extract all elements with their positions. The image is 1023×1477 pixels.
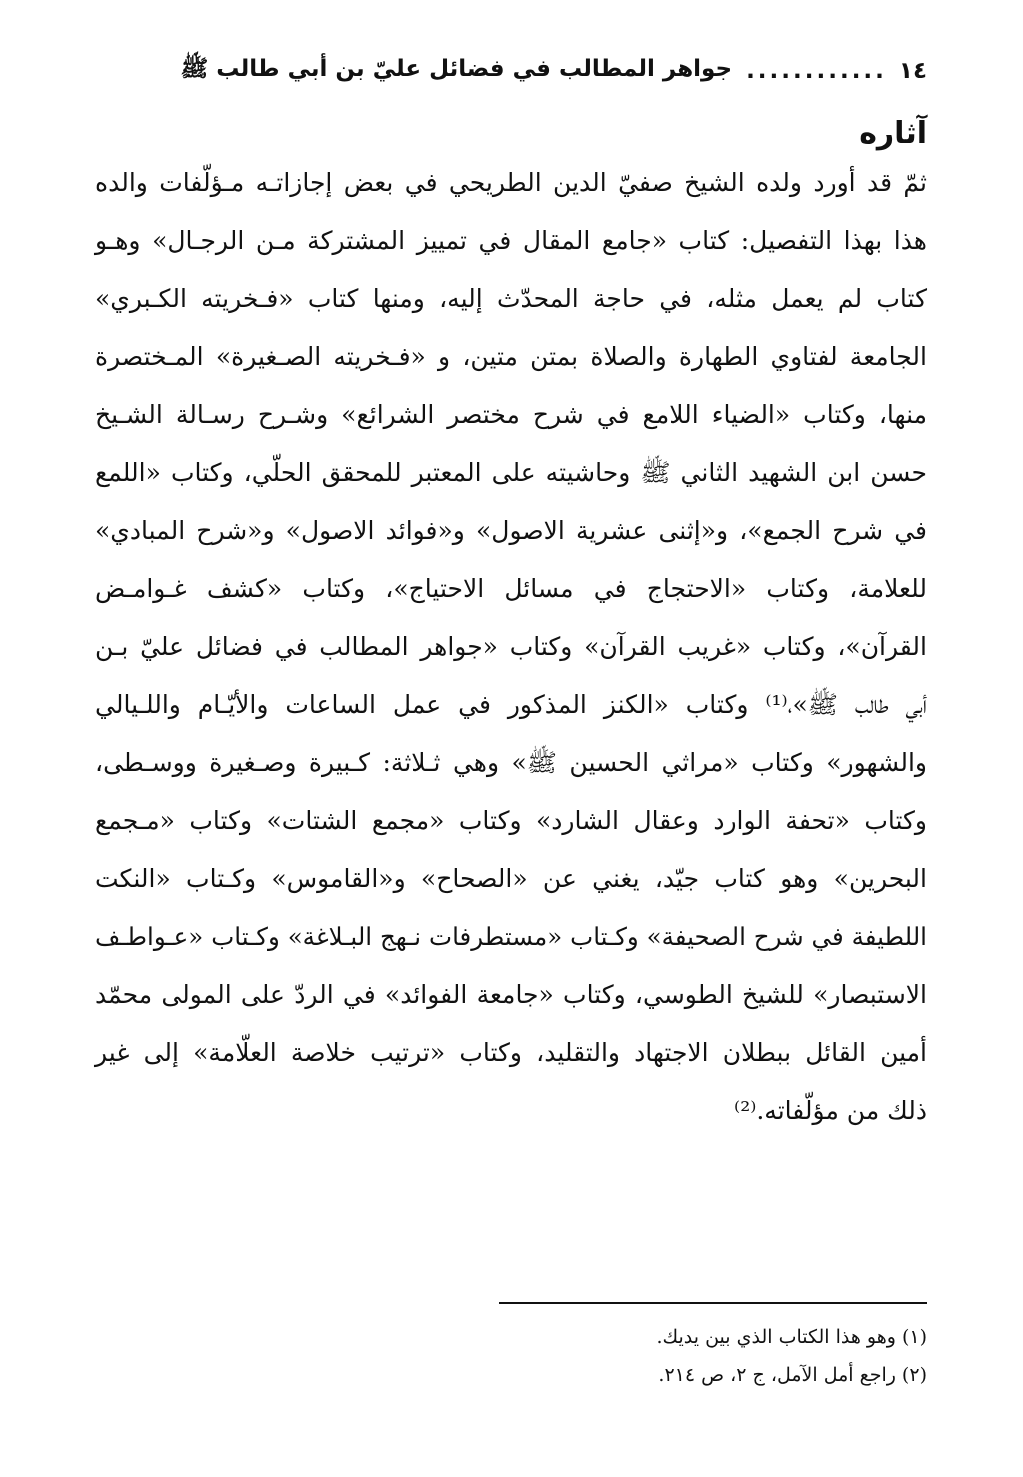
text-line: للعلامة، وكتاب «الاحتجاج في مسائل الاحتياج»، وكتاب «كشف غـوامـض xyxy=(95,574,927,603)
text-line: الجامعة لفتاوي الطهارة والصلاة بمتن متين، و «فـخريته الصـغيرة» المـختصرة xyxy=(95,342,927,371)
text-line: في شرح الجمع»، و«إثنى عشرية الاصول» و«فوائد الاصول» و«شرح المبادي» xyxy=(95,516,927,545)
text-line: كتاب لم يعمل مثله، في حاجة المحدّث إليه، ومنها كتاب «فـخريته الكـبري» xyxy=(95,284,927,313)
footnotes xyxy=(95,1318,927,1394)
section-heading: آثاره xyxy=(859,116,927,151)
text-line: القرآن»، وكتاب «غريب القرآن» وكتاب «جواهر المطالب في فضائل عليّ بـن xyxy=(95,632,927,661)
text-line: أمين القائل ببطلان الاجتهاد والتقليد، وكتاب «ترتيب خلاصة العلّامة» إلى غير xyxy=(95,1038,927,1067)
text-line: والشهور» وكتاب «مراثي الحسين ﷺ» وهي ثـلاثة: كـبيرة وصـغيرة ووسـطى، xyxy=(95,748,927,777)
text-line: اللطيفة في شرح الصحيفة» وكـتاب «مستطرفات نـهج البـلاغة» وكـتاب «عـواطـف xyxy=(95,922,927,951)
footnote-1: (١) وهو هذا الكتاب الذي بين يديك. xyxy=(656,1326,927,1348)
text-line: منها، وكتاب «الضياء اللامع في شرح مختصر الشرائع» وشـرح رسـالة الشـيخ xyxy=(95,400,927,429)
dot-leader: ............ xyxy=(746,58,887,84)
running-header xyxy=(95,40,927,102)
text-line: ذلك من مؤلّفاته.⁽²⁾ xyxy=(734,1096,927,1125)
text-line: أبي طالب ﷺ»،⁽¹⁾ وكتاب «الكنز المذكور في عمل الساعات والأيّـام واللـيالي xyxy=(95,690,927,719)
footnote-2: (٢) راجع أمل الآمل، ج ٢، ص ٢١٤. xyxy=(658,1364,927,1386)
body-text xyxy=(95,154,927,1140)
footnote-separator xyxy=(499,1302,927,1304)
text-line: البحرين» وهو كتاب جيّد، يغني عن «الصحاح» و«القاموس» وكـتاب «النكت xyxy=(95,864,927,893)
text-line: ثمّ قد أورد ولده الشيخ صفيّ الدين الطريحي في بعض إجازاتـه مـؤلّفات والده xyxy=(95,168,927,197)
text-line: هذا بهذا التفصيل: كتاب «جامع المقال في تمييز المشتركة مـن الرجـال» وهـو xyxy=(95,226,927,255)
text-line: الاستبصار» للشيخ الطوسي، وكتاب «جامعة الفوائد» في الردّ على المولى محمّد xyxy=(95,980,927,1009)
text-line: حسن ابن الشهيد الثاني ﷺ وحاشيته على المعتبر للمحقق الحلّي، وكتاب «اللمع xyxy=(95,458,927,487)
book-title: جواهر المطالب في فضائل عليّ بن أبي طالب ﷺ xyxy=(180,56,733,82)
page-number: ١٤ xyxy=(898,58,927,84)
text-line: وكتاب «تحفة الوارد وعقال الشارد» وكتاب «مجمع الشتات» وكتاب «مـجمع xyxy=(95,806,927,835)
